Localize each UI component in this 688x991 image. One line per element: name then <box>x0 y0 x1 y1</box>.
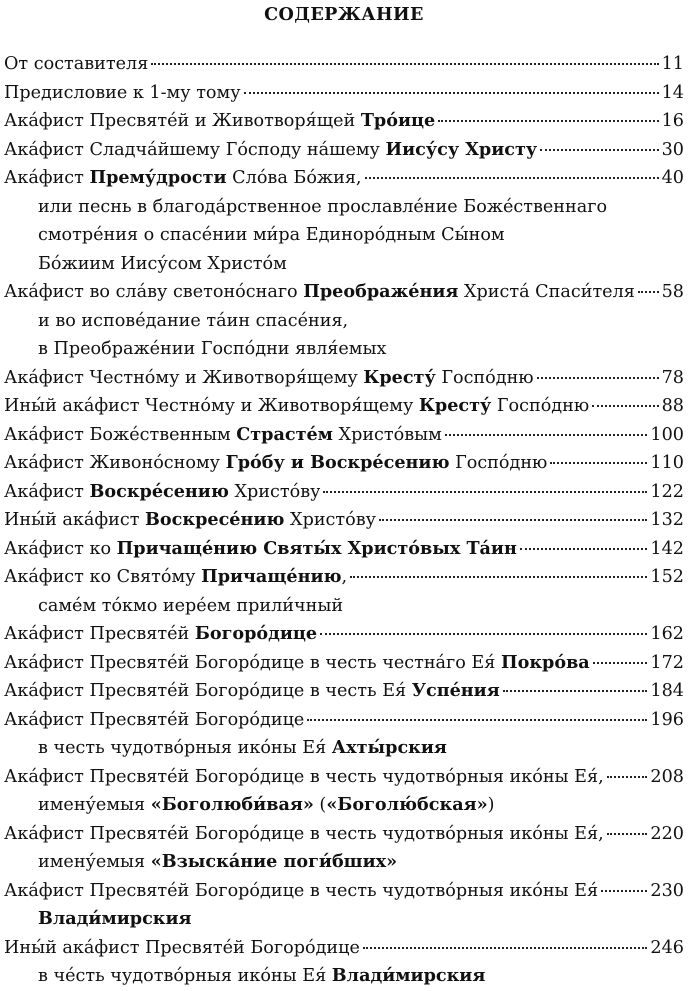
entry-title <box>4 620 317 648</box>
toc-entry[interactable] <box>4 763 684 820</box>
dot-leader <box>365 177 659 179</box>
dot-leader <box>379 519 647 521</box>
toc-entry[interactable] <box>4 136 684 165</box>
toc-entry[interactable] <box>4 506 684 535</box>
entry-bold-text: Гро́бу и Воскре́сению <box>225 452 450 473</box>
toc-entry[interactable] <box>4 649 684 678</box>
toc-entry-line <box>4 136 684 165</box>
entry-text: Ака́фист Пресвяте́й Богоро́дице в честь чудотво́рныя ико́ны Ея́, <box>4 766 604 787</box>
toc-entry[interactable] <box>4 706 684 763</box>
entry-title <box>4 820 604 848</box>
page-number: 152 <box>650 567 684 587</box>
entry-continuation <box>4 848 684 877</box>
entry-bold-text: «Взыска́ние поги́бших» <box>150 851 398 872</box>
toc-entry-line <box>4 278 684 307</box>
toc-entry-line <box>4 50 684 79</box>
entry-text: Ака́фист ко Свято́му <box>4 567 202 587</box>
toc-entry[interactable] <box>4 877 684 934</box>
toc-entry-line <box>4 706 684 735</box>
entry-title <box>4 535 517 563</box>
toc-entry-line <box>4 677 684 706</box>
dot-leader <box>537 377 659 379</box>
entry-text: Ака́фист Честно́му и Животворя́щему <box>4 367 364 388</box>
entry-text: Христо́ву <box>284 510 376 530</box>
entry-text: Христо́ву <box>228 481 321 502</box>
entry-text: Христа́ Спаси́теля <box>458 282 635 302</box>
entry-text: Ака́фист Боже́ственным <box>4 424 237 445</box>
page-number: 184 <box>650 681 684 701</box>
toc-entry[interactable] <box>4 449 684 478</box>
entry-text: Ака́фист Пресвяте́й Богоро́дице <box>4 709 305 730</box>
dot-leader <box>363 947 648 949</box>
dot-leader <box>592 405 658 407</box>
toc-entry-line <box>4 79 684 108</box>
toc-entry-line <box>4 421 684 450</box>
page-number: 162 <box>650 624 684 644</box>
entry-continuation: в Преображе́нии Госпо́дни явля́емых <box>38 339 387 359</box>
entry-continuation <box>4 962 684 991</box>
toc-entry[interactable] <box>4 820 684 877</box>
toc-entry-line <box>4 620 684 649</box>
entry-continuation: или песнь в благода́рственное прославле́ние Боже́ственнаго <box>38 196 608 217</box>
page-number: 58 <box>661 282 684 302</box>
entry-text: Ака́фист Пресвяте́й Богоро́дице в честь чудотво́рныя ико́ны Ея́ <box>4 880 599 901</box>
entry-text: Ака́фист Живоно́сному <box>4 453 226 473</box>
toc-entry-line <box>4 506 684 535</box>
entry-title <box>4 392 589 420</box>
page-number: 14 <box>661 82 684 103</box>
entry-text: Ака́фист Сладча́йшему Го́споду на́шему <box>4 139 386 160</box>
entry-bold-text: Кресту́ <box>363 366 436 388</box>
entry-bold-text: Влади́мирския <box>38 908 192 929</box>
page-number: 40 <box>661 168 684 188</box>
entry-bold-text: Кресту́ <box>418 395 492 416</box>
page-title: СОДЕРЖАНИЕ <box>264 4 424 25</box>
page-number: 88 <box>661 396 684 416</box>
toc-entry-line <box>4 164 684 193</box>
toc-entry[interactable] <box>4 421 684 450</box>
toc-entry[interactable] <box>4 535 684 564</box>
entry-text: Ака́фист Пресвяте́й и Животворя́щей <box>4 111 361 131</box>
toc-entry-line <box>4 364 684 393</box>
dot-leader <box>307 719 647 721</box>
entry-continuation: Бо́жиим Иису́сом Христо́м <box>38 253 287 274</box>
entry-bold-text: Страсте́м <box>236 423 333 445</box>
entry-title <box>4 278 635 306</box>
page-number: 172 <box>650 652 684 673</box>
entry-text: Ины́й ака́фист Честно́му и Животворя́щему <box>4 396 419 416</box>
dot-leader <box>350 576 647 578</box>
dot-leader <box>445 434 648 436</box>
entry-title <box>4 677 500 705</box>
entry-title <box>4 563 347 591</box>
entry-bold-text: Преображе́ния <box>303 281 459 302</box>
entry-text: Ака́фист <box>4 481 90 502</box>
entry-bold-text: Прему́дрости <box>89 167 227 188</box>
page-number: 16 <box>661 111 684 131</box>
toc-entry[interactable] <box>4 364 684 393</box>
entry-continuation <box>4 734 684 763</box>
dot-leader <box>323 491 647 493</box>
toc-entry-line <box>4 877 684 906</box>
entry-text: Ака́фист во сла́ву светоно́снаго <box>4 282 304 302</box>
entry-continuation <box>4 791 684 820</box>
dot-leader <box>438 120 658 122</box>
entry-bold-text: «Боголюби́вая» <box>150 794 314 815</box>
dot-leader <box>607 776 648 778</box>
entry-text: в че́сть чудотво́рныя ико́ны Ея́ <box>38 966 332 986</box>
entry-bold-text: «Боголю́бская» <box>326 794 488 815</box>
entry-bold-text: Причаще́нию Святы́х Христо́вых Та́ин <box>116 537 517 559</box>
dot-leader <box>503 690 648 692</box>
toc-entry-line <box>4 820 684 849</box>
entry-continuation: смотре́ния о спасе́нии ми́ра Единоро́дным Сы́ном <box>38 225 505 245</box>
toc-entry-line <box>4 763 684 792</box>
entry-title <box>4 107 435 135</box>
dot-leader <box>520 548 648 550</box>
toc-entry-line <box>4 934 684 963</box>
entry-title <box>4 934 360 962</box>
entry-title <box>4 706 304 734</box>
entry-title <box>4 506 376 534</box>
toc-entry[interactable] <box>4 563 684 620</box>
dot-leader <box>593 662 648 664</box>
dot-leader <box>244 92 659 94</box>
entry-text: Предисловие к 1-му тому <box>4 82 241 103</box>
page-number: 122 <box>650 481 684 502</box>
toc-entry-line <box>4 535 684 564</box>
entry-text: Госпо́дню <box>449 453 548 473</box>
dot-leader <box>601 890 647 892</box>
page-number: 30 <box>661 139 684 160</box>
toc-entry-line <box>4 107 684 136</box>
entry-bold-text: Воскре́сению <box>89 480 229 502</box>
entry-text: Ины́й ака́фист <box>4 510 146 530</box>
entry-bold-text: Покро́ва <box>500 651 590 673</box>
toc-entry-line <box>4 449 684 478</box>
entry-text: Ака́фист <box>4 168 90 188</box>
dot-leader <box>320 633 647 635</box>
entry-bold-text: Ахты́рския <box>331 737 447 758</box>
page-number: 132 <box>650 510 684 530</box>
entry-text: Госпо́дню <box>435 367 534 388</box>
dot-leader <box>607 833 648 835</box>
page-number: 110 <box>650 453 684 473</box>
entry-bold-text: Иису́су Христу <box>385 138 538 160</box>
entry-title <box>4 421 442 449</box>
entry-title <box>4 79 241 107</box>
entry-text: ( <box>313 795 327 815</box>
entry-text: Ака́фист Пресвяте́й Богоро́дице в честь честна́го Ея́ <box>4 652 501 673</box>
entry-text: , <box>341 567 348 587</box>
entry-continuation: и во испове́дание та́ин спасе́ния, <box>38 310 349 331</box>
dot-leader <box>638 291 659 293</box>
page-number: 196 <box>650 709 684 730</box>
entry-text: Ины́й ака́фист Пресвяте́й Богоро́дице <box>4 937 360 958</box>
entry-text: Ака́фист Пресвяте́й Богоро́дице в честь Ея́ <box>4 681 412 701</box>
entry-text: Ака́фист Пресвяте́й <box>4 624 195 644</box>
toc-entry[interactable] <box>4 164 684 278</box>
entry-text: Ака́фист Пресвяте́й Богоро́дице в честь чудотво́рныя ико́ны Ея́, <box>4 823 604 844</box>
toc-entry-line <box>4 478 684 507</box>
entry-text: имену́емыя <box>38 852 151 872</box>
toc-entry-line <box>4 649 684 678</box>
toc-entry[interactable] <box>4 79 684 108</box>
entry-title <box>4 877 598 905</box>
entry-continuation <box>4 905 684 934</box>
entry-bold-text: Тро́ице <box>360 110 436 131</box>
toc-entry[interactable] <box>4 620 684 649</box>
dot-leader <box>151 63 658 65</box>
page-number: 246 <box>650 937 684 958</box>
page-number: 220 <box>650 823 684 844</box>
entry-text: От составителя <box>4 54 149 74</box>
entry-continuation: саме́м то́кмо иере́ем прили́чный <box>38 595 344 616</box>
entry-title <box>4 364 534 392</box>
page-number: 142 <box>650 538 684 559</box>
entry-text: Госпо́дню <box>491 396 590 416</box>
entry-text: Христо́вым <box>332 424 442 445</box>
dot-leader <box>540 149 658 151</box>
toc-entry[interactable] <box>4 677 684 706</box>
entry-text: ) <box>487 795 495 815</box>
toc-entry[interactable] <box>4 50 684 79</box>
toc-entry[interactable] <box>4 934 684 991</box>
entry-title <box>4 649 590 677</box>
entry-bold-text: Воскресе́нию <box>145 509 285 530</box>
page-number: 11 <box>661 54 684 74</box>
entry-title <box>4 478 320 506</box>
entry-bold-text: Влади́мирския <box>331 965 486 986</box>
entry-bold-text: Причаще́нию <box>201 566 342 587</box>
toc-entry[interactable] <box>4 478 684 507</box>
page-number: 78 <box>661 367 684 388</box>
toc-entry-line <box>4 563 684 592</box>
entry-title <box>4 449 547 477</box>
entry-title <box>4 763 604 791</box>
dot-leader <box>550 462 647 464</box>
entry-text: имену́емыя <box>38 795 151 815</box>
page-number: 208 <box>650 766 684 787</box>
toc-entry[interactable] <box>4 278 684 364</box>
toc-entry[interactable] <box>4 107 684 136</box>
entry-title <box>4 164 362 192</box>
toc-entry[interactable] <box>4 392 684 421</box>
entry-text: Ака́фист ко <box>4 538 117 559</box>
entry-bold-text: Успе́ния <box>411 680 500 701</box>
page-number: 230 <box>650 880 684 901</box>
toc-entry-line <box>4 392 684 421</box>
entry-bold-text: Богоро́дице <box>194 623 318 644</box>
entry-title <box>4 136 537 164</box>
entry-text: Сло́ва Бо́жия, <box>226 168 362 188</box>
table-of-contents <box>4 50 684 991</box>
entry-title <box>4 50 148 78</box>
page-number: 100 <box>650 424 684 445</box>
entry-text: в честь чудотво́рныя ико́ны Ея́ <box>38 738 332 758</box>
